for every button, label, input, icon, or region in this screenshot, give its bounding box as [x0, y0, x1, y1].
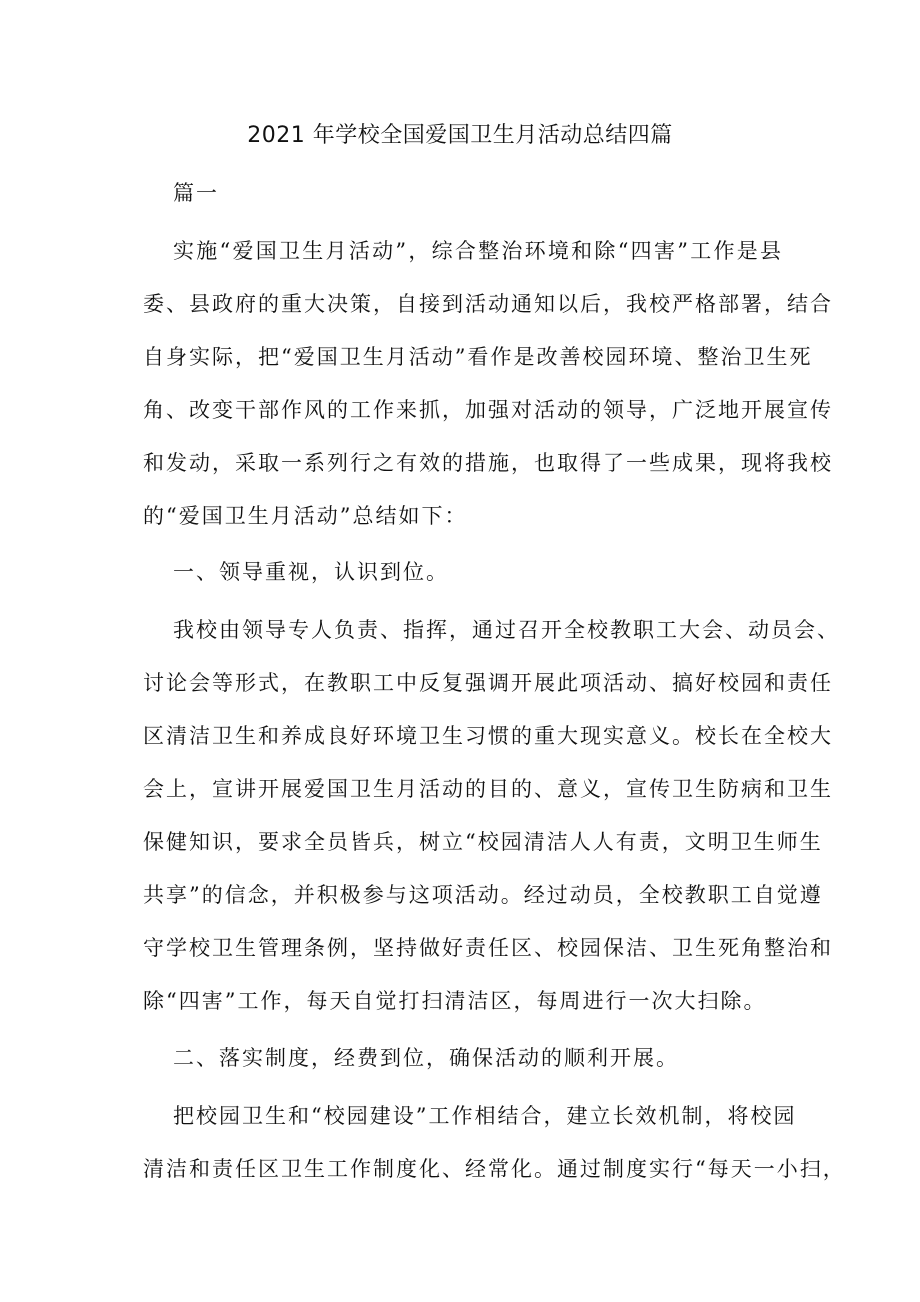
- paragraph-line: 我校由领导专人负责、指挥，通过召开全校教职工大会、动员会、: [173, 618, 840, 642]
- paragraph-line: 角、改变干部作风的工作来抓，加强对活动的领导，广泛地开展宣传: [143, 398, 833, 422]
- paragraph-line: 区清洁卫生和养成良好环境卫生习惯的重大现实意义。校长在全校大: [143, 724, 833, 748]
- section-heading: 一、领导重视，认识到位。: [173, 560, 449, 584]
- document-title: 2021 年学校全国爱国卫生月活动总结四篇: [247, 123, 673, 148]
- paragraph-line: 保健知识，要求全员皆兵，树立“校园清洁人人有责，文明卫生师生: [143, 830, 823, 854]
- paragraph-line: 实施“爱国卫生月活动”，综合整治环境和除“四害”工作是县: [173, 239, 783, 263]
- paragraph-line: 守学校卫生管理条例，坚持做好责任区、校园保洁、卫生死角整治和: [143, 936, 833, 960]
- paragraph-line: 委、县政府的重大决策，自接到活动通知以后，我校严格部署，结合: [143, 292, 833, 316]
- paragraph-line: 自身实际，把“爱国卫生月活动”看作是改善校园环境、整治卫生死: [143, 345, 813, 369]
- section-heading: 二、落实制度，经费到位，确保活动的顺利开展。: [173, 1046, 679, 1070]
- paragraph-line: 讨论会等形式，在教职工中反复强调开展此项活动、搞好校园和责任: [143, 671, 833, 695]
- paragraph-line: 的“爱国卫生月活动”总结如下：: [143, 504, 468, 528]
- paragraph-line: 会上，宣讲开展爱国卫生月活动的目的、意义，宣传卫生防病和卫生: [143, 777, 833, 801]
- paragraph-line: 清洁和责任区卫生工作制度化、经常化。通过制度实行“每天一小扫，: [143, 1157, 846, 1181]
- paragraph-line: 把校园卫生和“校园建设”工作相结合，建立长效机制，将校园: [173, 1104, 797, 1128]
- paragraph-line: 和发动，采取一系列行之有效的措施，也取得了一些成果，现将我校: [143, 451, 833, 475]
- paragraph-line: 除“四害”工作，每天自觉打扫清洁区，每周进行一次大扫除。: [143, 989, 767, 1013]
- section-label: 篇一: [173, 181, 219, 205]
- paragraph-line: 共享”的信念，并积极参与这项活动。经过动员，全校教职工自觉遵: [143, 883, 823, 907]
